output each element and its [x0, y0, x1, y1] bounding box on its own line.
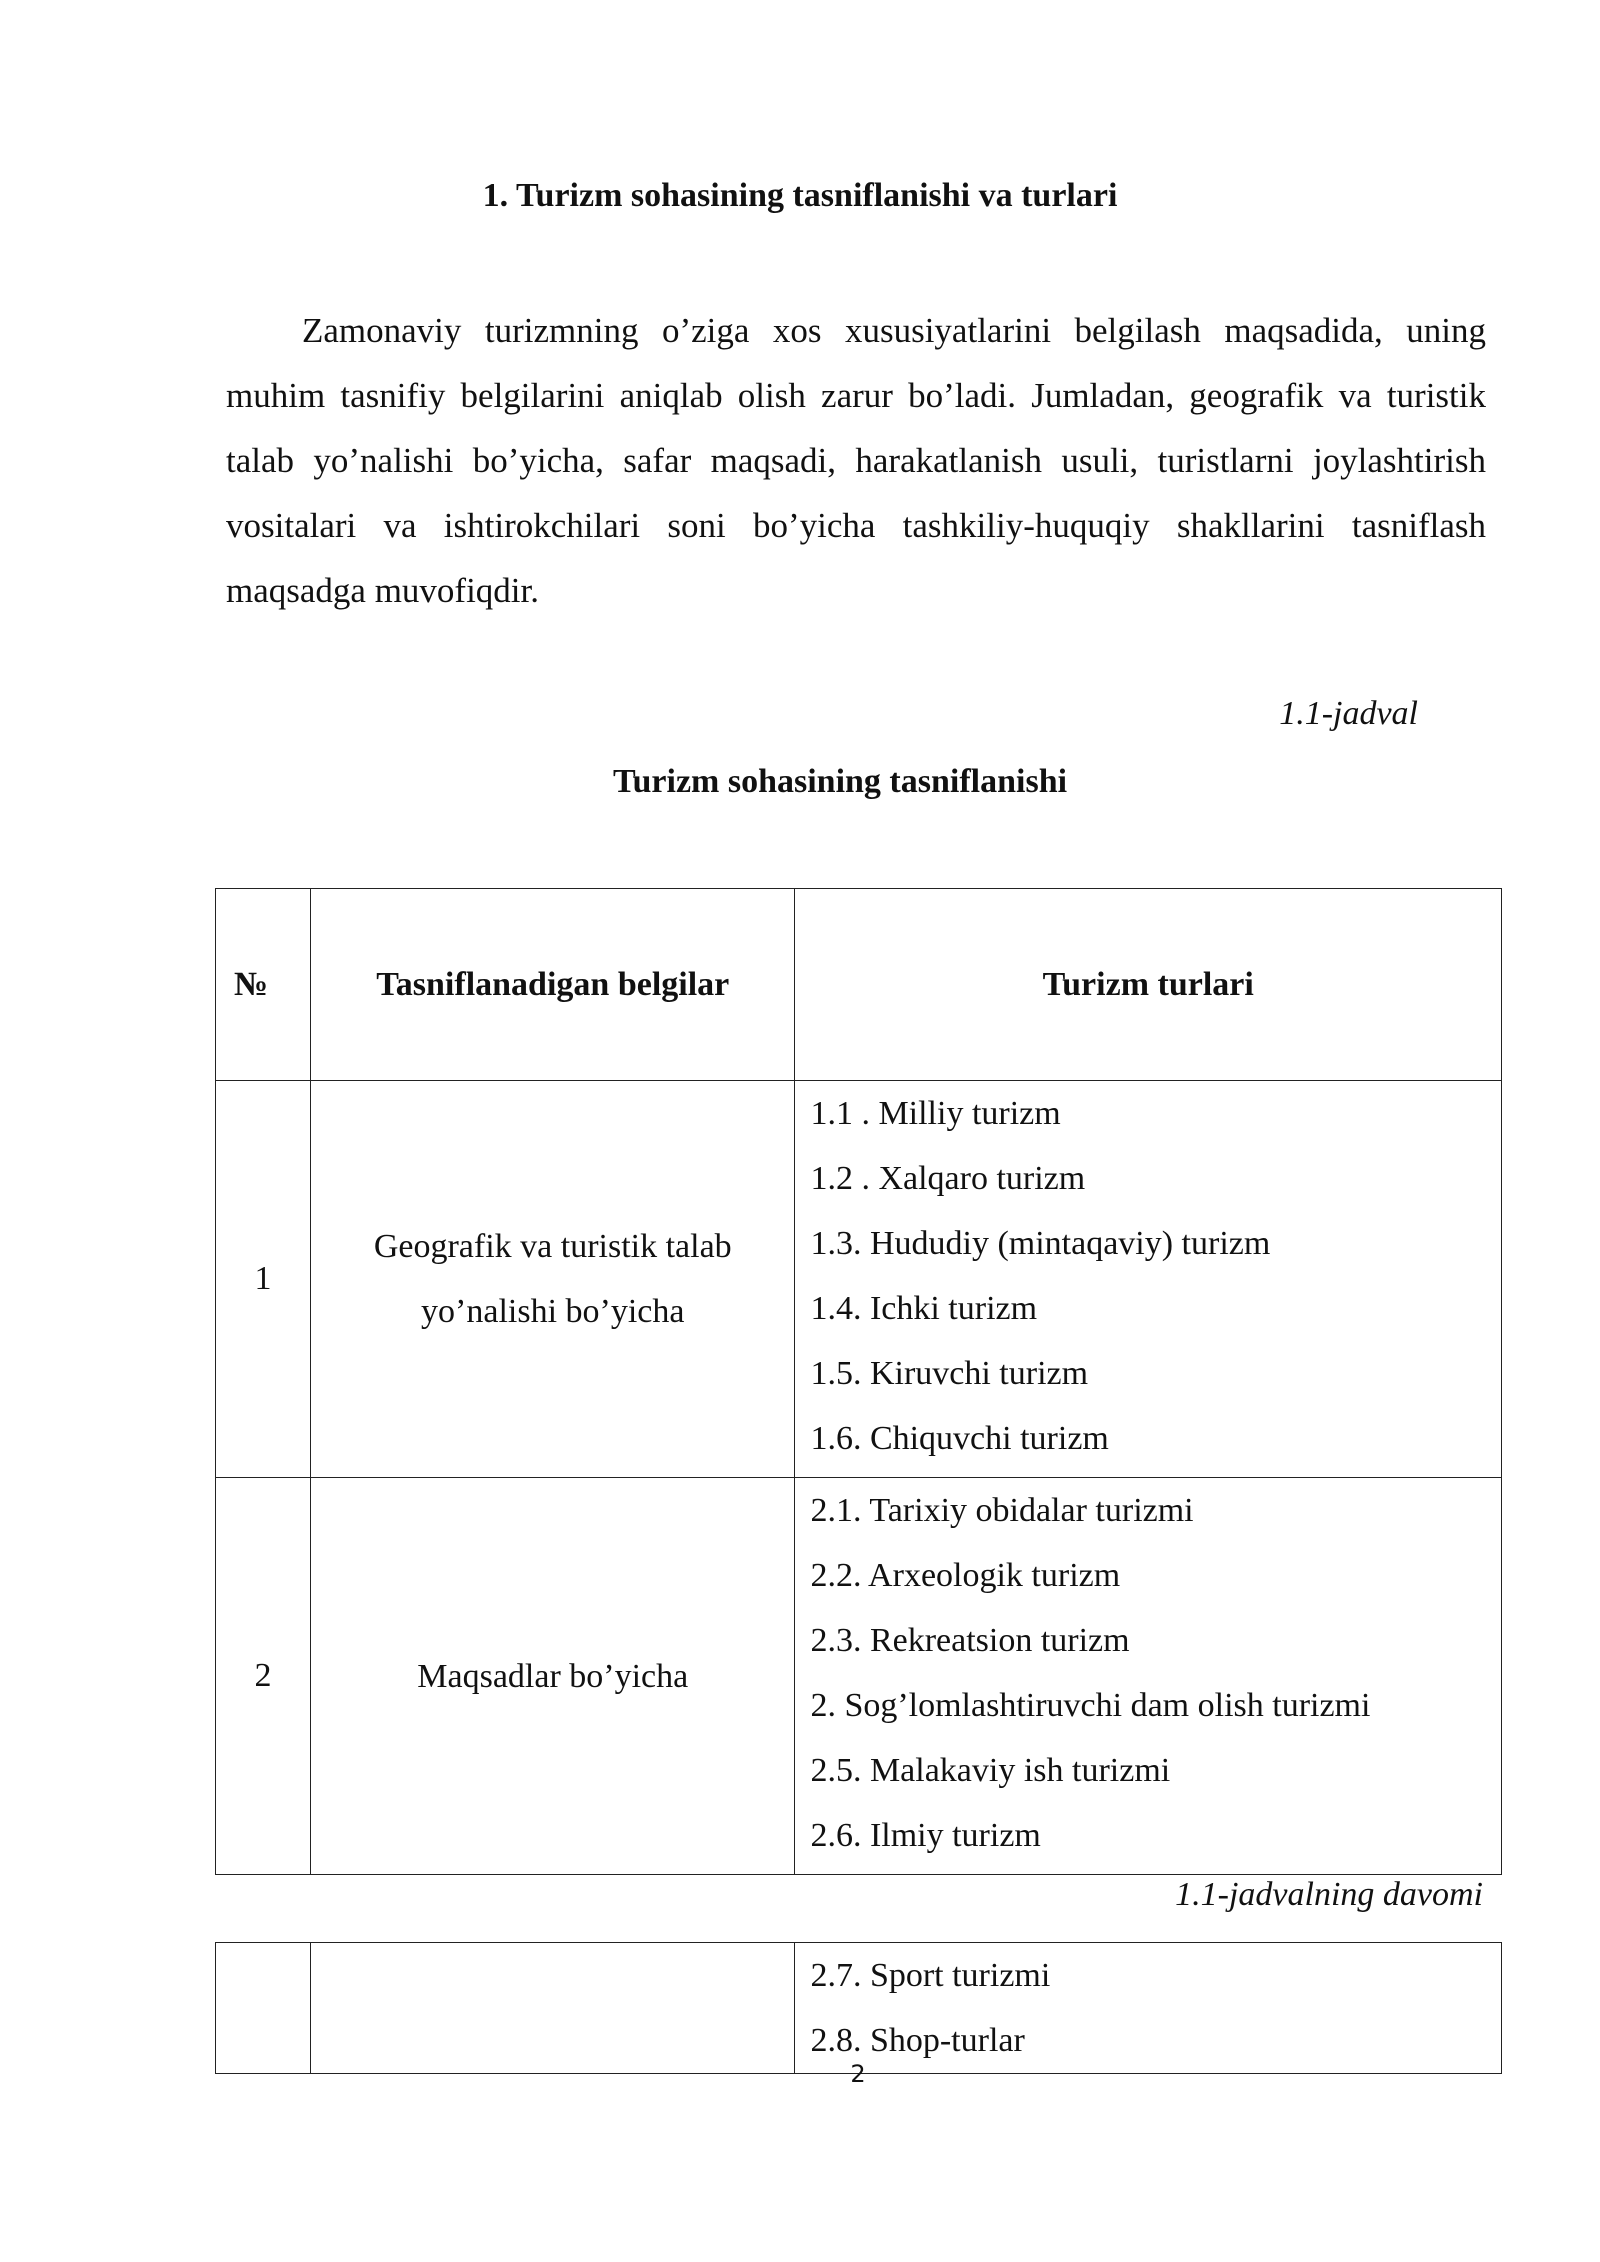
- continuation-label: 1.1-jadvalning davomi: [1175, 1876, 1483, 1913]
- types-list: [810, 1478, 1501, 1868]
- row-number: 2: [216, 1478, 311, 1875]
- types-list: [810, 1943, 1501, 2073]
- row-number: [216, 1943, 311, 2074]
- list-item: 1.6. Chiquvchi turizm: [810, 1420, 1109, 1457]
- list-item: 1.2 . Xalqaro turizm: [810, 1160, 1086, 1197]
- row-criterion: Maqsadlar bo’yicha: [311, 1478, 795, 1875]
- header-types: Turizm turlari: [795, 889, 1502, 1081]
- list-item: 1.4. Ichki turizm: [810, 1290, 1038, 1327]
- header-criterion: Tasniflanadigan belgilar: [311, 889, 795, 1081]
- row-criterion: Geografik va turistik talab yo’nalishi bo’yicha: [311, 1081, 795, 1478]
- list-item: 2.6. Ilmiy turizm: [810, 1817, 1041, 1854]
- list-item: 1.1 . Milliy turizm: [810, 1095, 1061, 1132]
- classification-table: [215, 888, 1502, 1875]
- section-heading: 1. Turizm sohasining tasniflanishi va turlari: [482, 177, 1118, 214]
- table-label: 1.1-jadval: [1279, 695, 1418, 732]
- table-row: [216, 1478, 1502, 1875]
- row-types: [795, 1478, 1502, 1875]
- list-item: 2. Sog’lomlashtiruvchi dam olish turizmi: [810, 1687, 1371, 1724]
- list-item: 2.2. Arxeologik turizm: [810, 1557, 1121, 1594]
- list-item: 2.7. Sport turizmi: [810, 1957, 1051, 1994]
- list-item: 1.3. Hududiy (mintaqaviy) turizm: [810, 1225, 1271, 1262]
- row-types: [795, 1081, 1502, 1478]
- list-item: 2.8. Shop-turlar: [810, 2022, 1025, 2059]
- continuation-table: [215, 1942, 1502, 2074]
- table-row: [216, 1943, 1502, 2074]
- list-item: 2.5. Malakaviy ish turizmi: [810, 1752, 1171, 1789]
- intro-paragraph: Zamonaviy turizmning o’ziga xos xususiyatlarini belgilash maqsadida, uning muhim tasnifiy belgilarini aniqlab olish zarur bo’ladi. Jumladan, geografik va turistik talab yo’nalishi bo’yicha, safar maqsadi, harakatlanish usuli, turistlarni joylashtirish vositalari va ishtirokchilari soni bo’yicha tashkiliy-huquqiy shakllarini tasniflash maqsadga muvofiqdir.: [226, 311, 1486, 610]
- table-title: Turizm sohasining tasniflanishi: [612, 763, 1068, 800]
- page-number: 2: [850, 2060, 866, 2088]
- types-list: [810, 1081, 1501, 1471]
- header-number: №: [216, 889, 311, 1081]
- list-item: 2.1. Tarixiy obidalar turizmi: [810, 1492, 1194, 1529]
- table-header-row: [216, 889, 1502, 1081]
- table-row: [216, 1081, 1502, 1478]
- list-item: 1.5. Kiruvchi turizm: [810, 1355, 1089, 1392]
- list-item: 2.3. Rekreatsion turizm: [810, 1622, 1130, 1659]
- row-number: 1: [216, 1081, 311, 1478]
- row-types: [795, 1943, 1502, 2074]
- row-criterion: [311, 1943, 795, 2074]
